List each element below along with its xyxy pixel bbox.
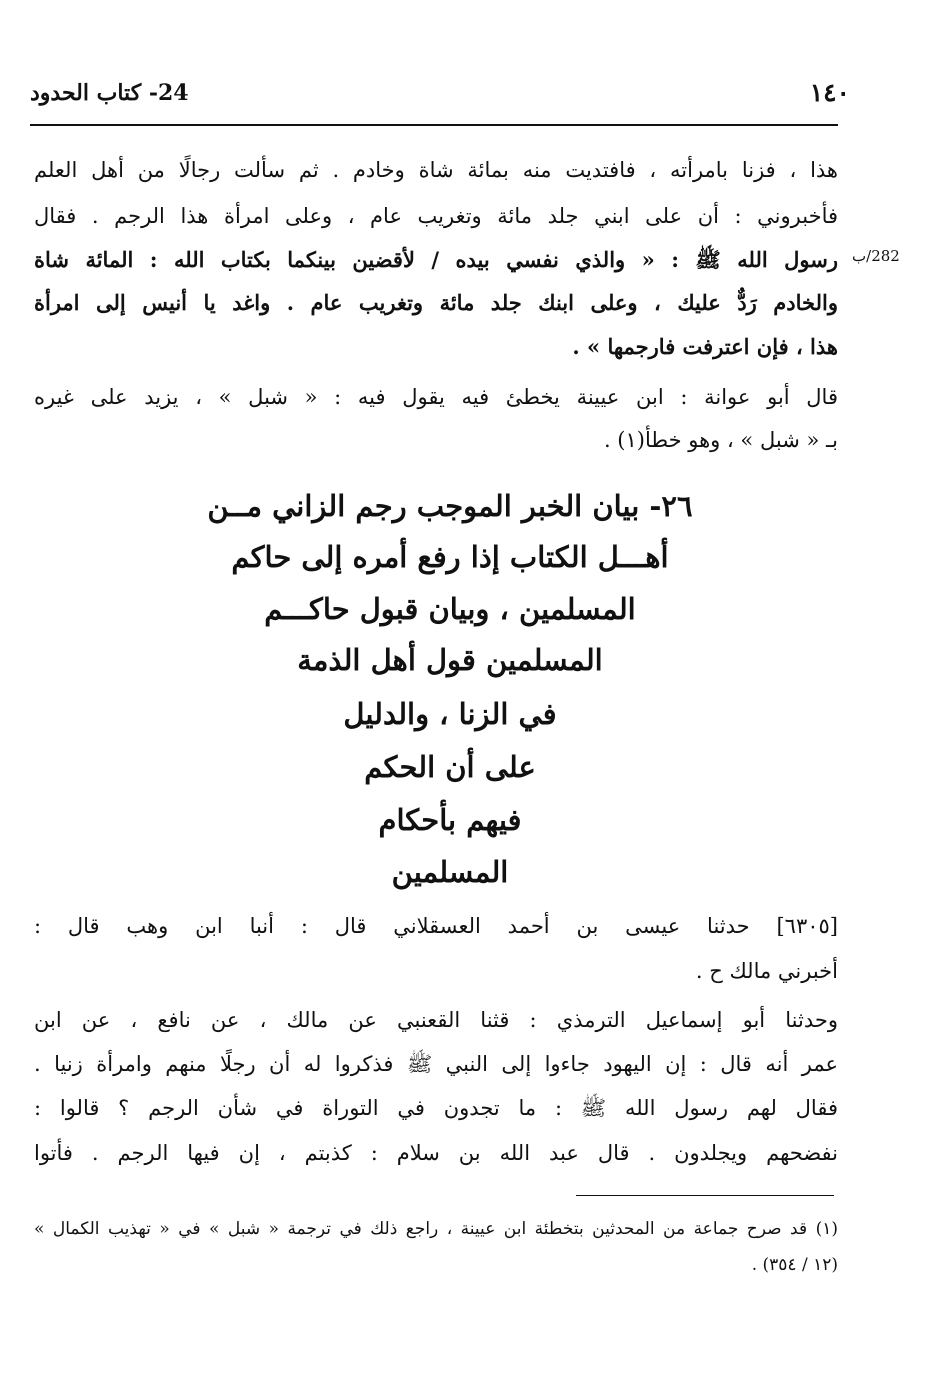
- text-line: رسول الله ﷺ : « والذي نفسي بيده / لأقضين بينكما بكتاب الله : المائة شاة: [34, 247, 838, 272]
- footnote-line: (١٢ / ٣٥٤) .: [751, 1255, 838, 1275]
- hadith-line: فقال لهم رسول الله ﷺ : ما تجدون في التوراة في شأن الرجم ؟ قالوا :: [34, 1096, 838, 1120]
- section-title-line: ٢٦- بيان الخبر الموجب رجم الزاني مــن: [207, 489, 693, 523]
- hadith-line: عمر أنه قال : إن اليهود جاءوا إلى النبي ﷺ فذكروا له أن رجلًا منهم وامرأة زنيا .: [34, 1052, 838, 1076]
- section-title-line: على أن الحكم: [364, 750, 536, 784]
- chapter-title: 24- كتاب الحدود: [30, 80, 189, 106]
- text-line: قال أبو عوانة : ابن عيينة يخطئ فيه يقول فيه : « شبل » ، يزيد على غيره: [34, 385, 838, 409]
- manuscript-folio-marker: 282/ب: [852, 247, 900, 265]
- footnote-line: (١) قد صرح جماعة من المحدثين بتخطئة ابن عيينة ، راجع ذلك في ترجمة « شبل » في « تهذيب الكمال »: [34, 1219, 838, 1239]
- section-title-line: في الزنا ، والدليل: [343, 697, 557, 731]
- header-rule: [30, 124, 838, 126]
- section-title-line: أهـــل الكتاب إذا رفع أمره إلى حاكم: [231, 540, 669, 574]
- text-line: فأخبروني : أن على ابني جلد مائة وتغريب عام ، وعلى امرأة هذا الرجم . فقال: [34, 204, 838, 228]
- footnote-rule: [576, 1195, 834, 1196]
- hadith-line: [٦٣٠٥] حدثنا عيسى بن أحمد العسقلاني قال : أنبا ابن وهب قال :: [34, 914, 838, 938]
- section-title-line: المسلمين ، وبيان قبول حاكـــم: [264, 592, 636, 626]
- section-title-line: فيهم بأحكام: [378, 803, 522, 837]
- section-title-line: المسلمين قول أهل الذمة: [297, 643, 603, 677]
- text-line: هذا ، فزنا بامرأته ، فافتديت منه بمائة شاة وخادم . ثم سألت رجالًا من أهل العلم: [34, 158, 838, 182]
- page-number: ١٤٠: [809, 78, 850, 107]
- text-line: بـ « شبل » ، وهو خطأ(١) .: [603, 428, 838, 452]
- hadith-line: أخبرني مالك ح .: [695, 959, 838, 983]
- text-line: هذا ، فإن اعترفت فارجمها » .: [572, 334, 838, 359]
- hadith-line: وحدثنا أبو إسماعيل الترمذي : قثنا القعنبي عن مالك ، عن نافع ، عن ابن: [34, 1008, 838, 1032]
- hadith-line: نفضحهم ويجلدون . قال عبد الله بن سلام : كذبتم ، إن فيها الرجم . فأتوا: [34, 1141, 838, 1165]
- text-line: والخادم رَدٌّ عليك ، وعلى ابنك جلد مائة وتغريب عام . واغد يا أنيس إلى امرأة: [34, 290, 838, 315]
- section-title-line: المسلمين: [391, 855, 509, 889]
